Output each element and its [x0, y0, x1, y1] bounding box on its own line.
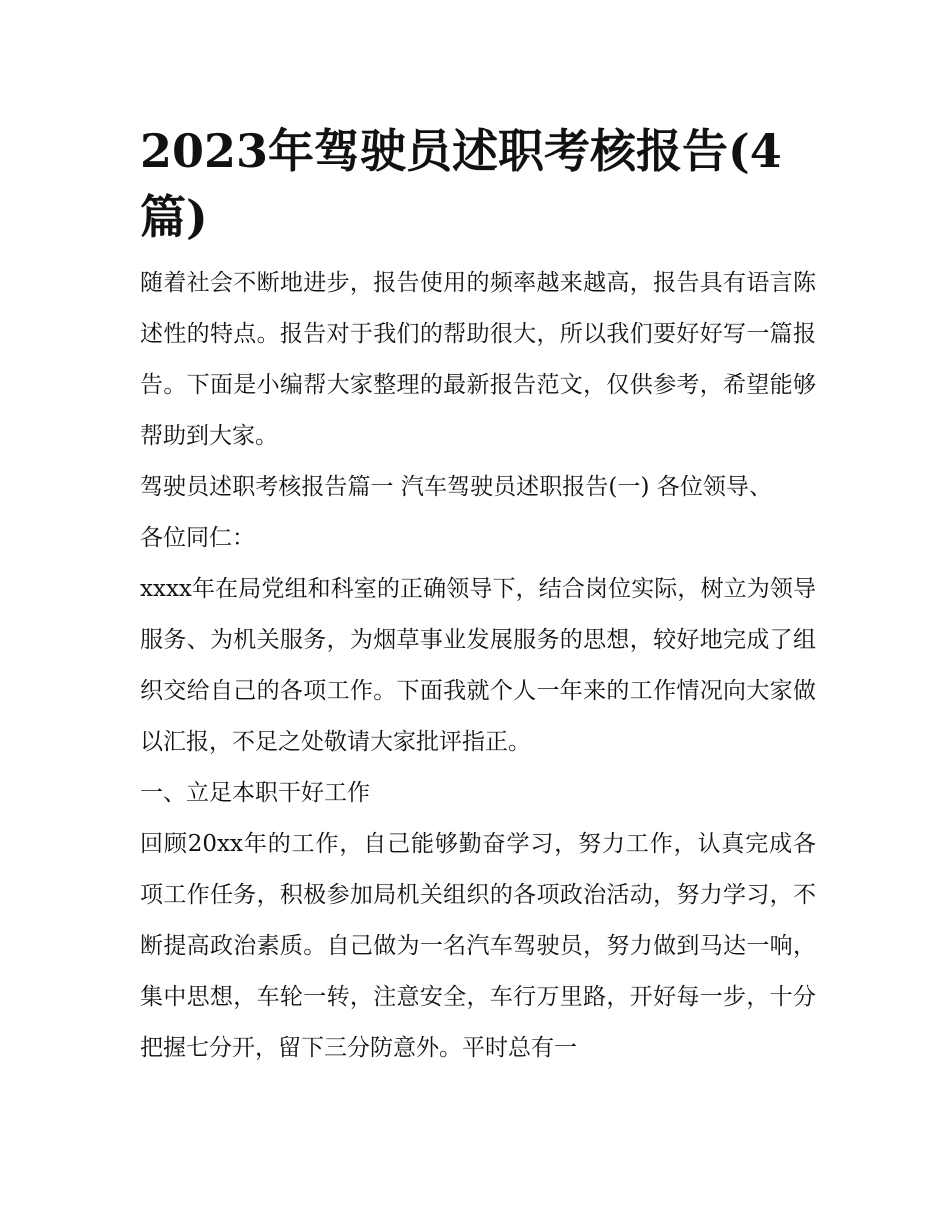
intro-paragraph: 随着社会不断地进步，报告使用的频率越来越高，报告具有语言陈述性的特点。报告对于我们的帮助很大，所以我们要好好写一篇报告。下面是小编帮大家整理的最新报告范文，仅供参考，希望能够帮助到大家。 — [140, 270, 816, 449]
body-paragraph: xxxx年在局党组和科室的正确领导下，结合岗位实际，树立为领导服务、为机关服务，为烟草事业发展服务的思想，较好地完成了组织交给自己的各项工作。下面我就个人一年来的工作情况向大家做以汇报，不足之处敬请大家批评指正。 — [140, 576, 816, 755]
document-title: 2023年驾驶员述职考核报告(4篇) — [140, 124, 782, 244]
section-heading-paragraph: 驾驶员述职考核报告篇一 汽车驾驶员述职报告(一) 各位领导、各位同仁： — [140, 474, 772, 551]
subsection-heading: 一、立足本职干好工作 — [140, 780, 370, 806]
document-page — [140, 118, 816, 1074]
body-paragraph: 回顾20xx年的工作，自己能够勤奋学习，努力工作，认真完成各项工作任务，积极参加局机关组织的各项政治活动，努力学习，不断提高政治素质。自己做为一名汽车驾驶员，努力做到马达一响，集中思想，车轮一转，注意安全，车行万里路，开好每一步，十分把握七分开，留下三分防意外。平时总有一 — [140, 831, 816, 1061]
